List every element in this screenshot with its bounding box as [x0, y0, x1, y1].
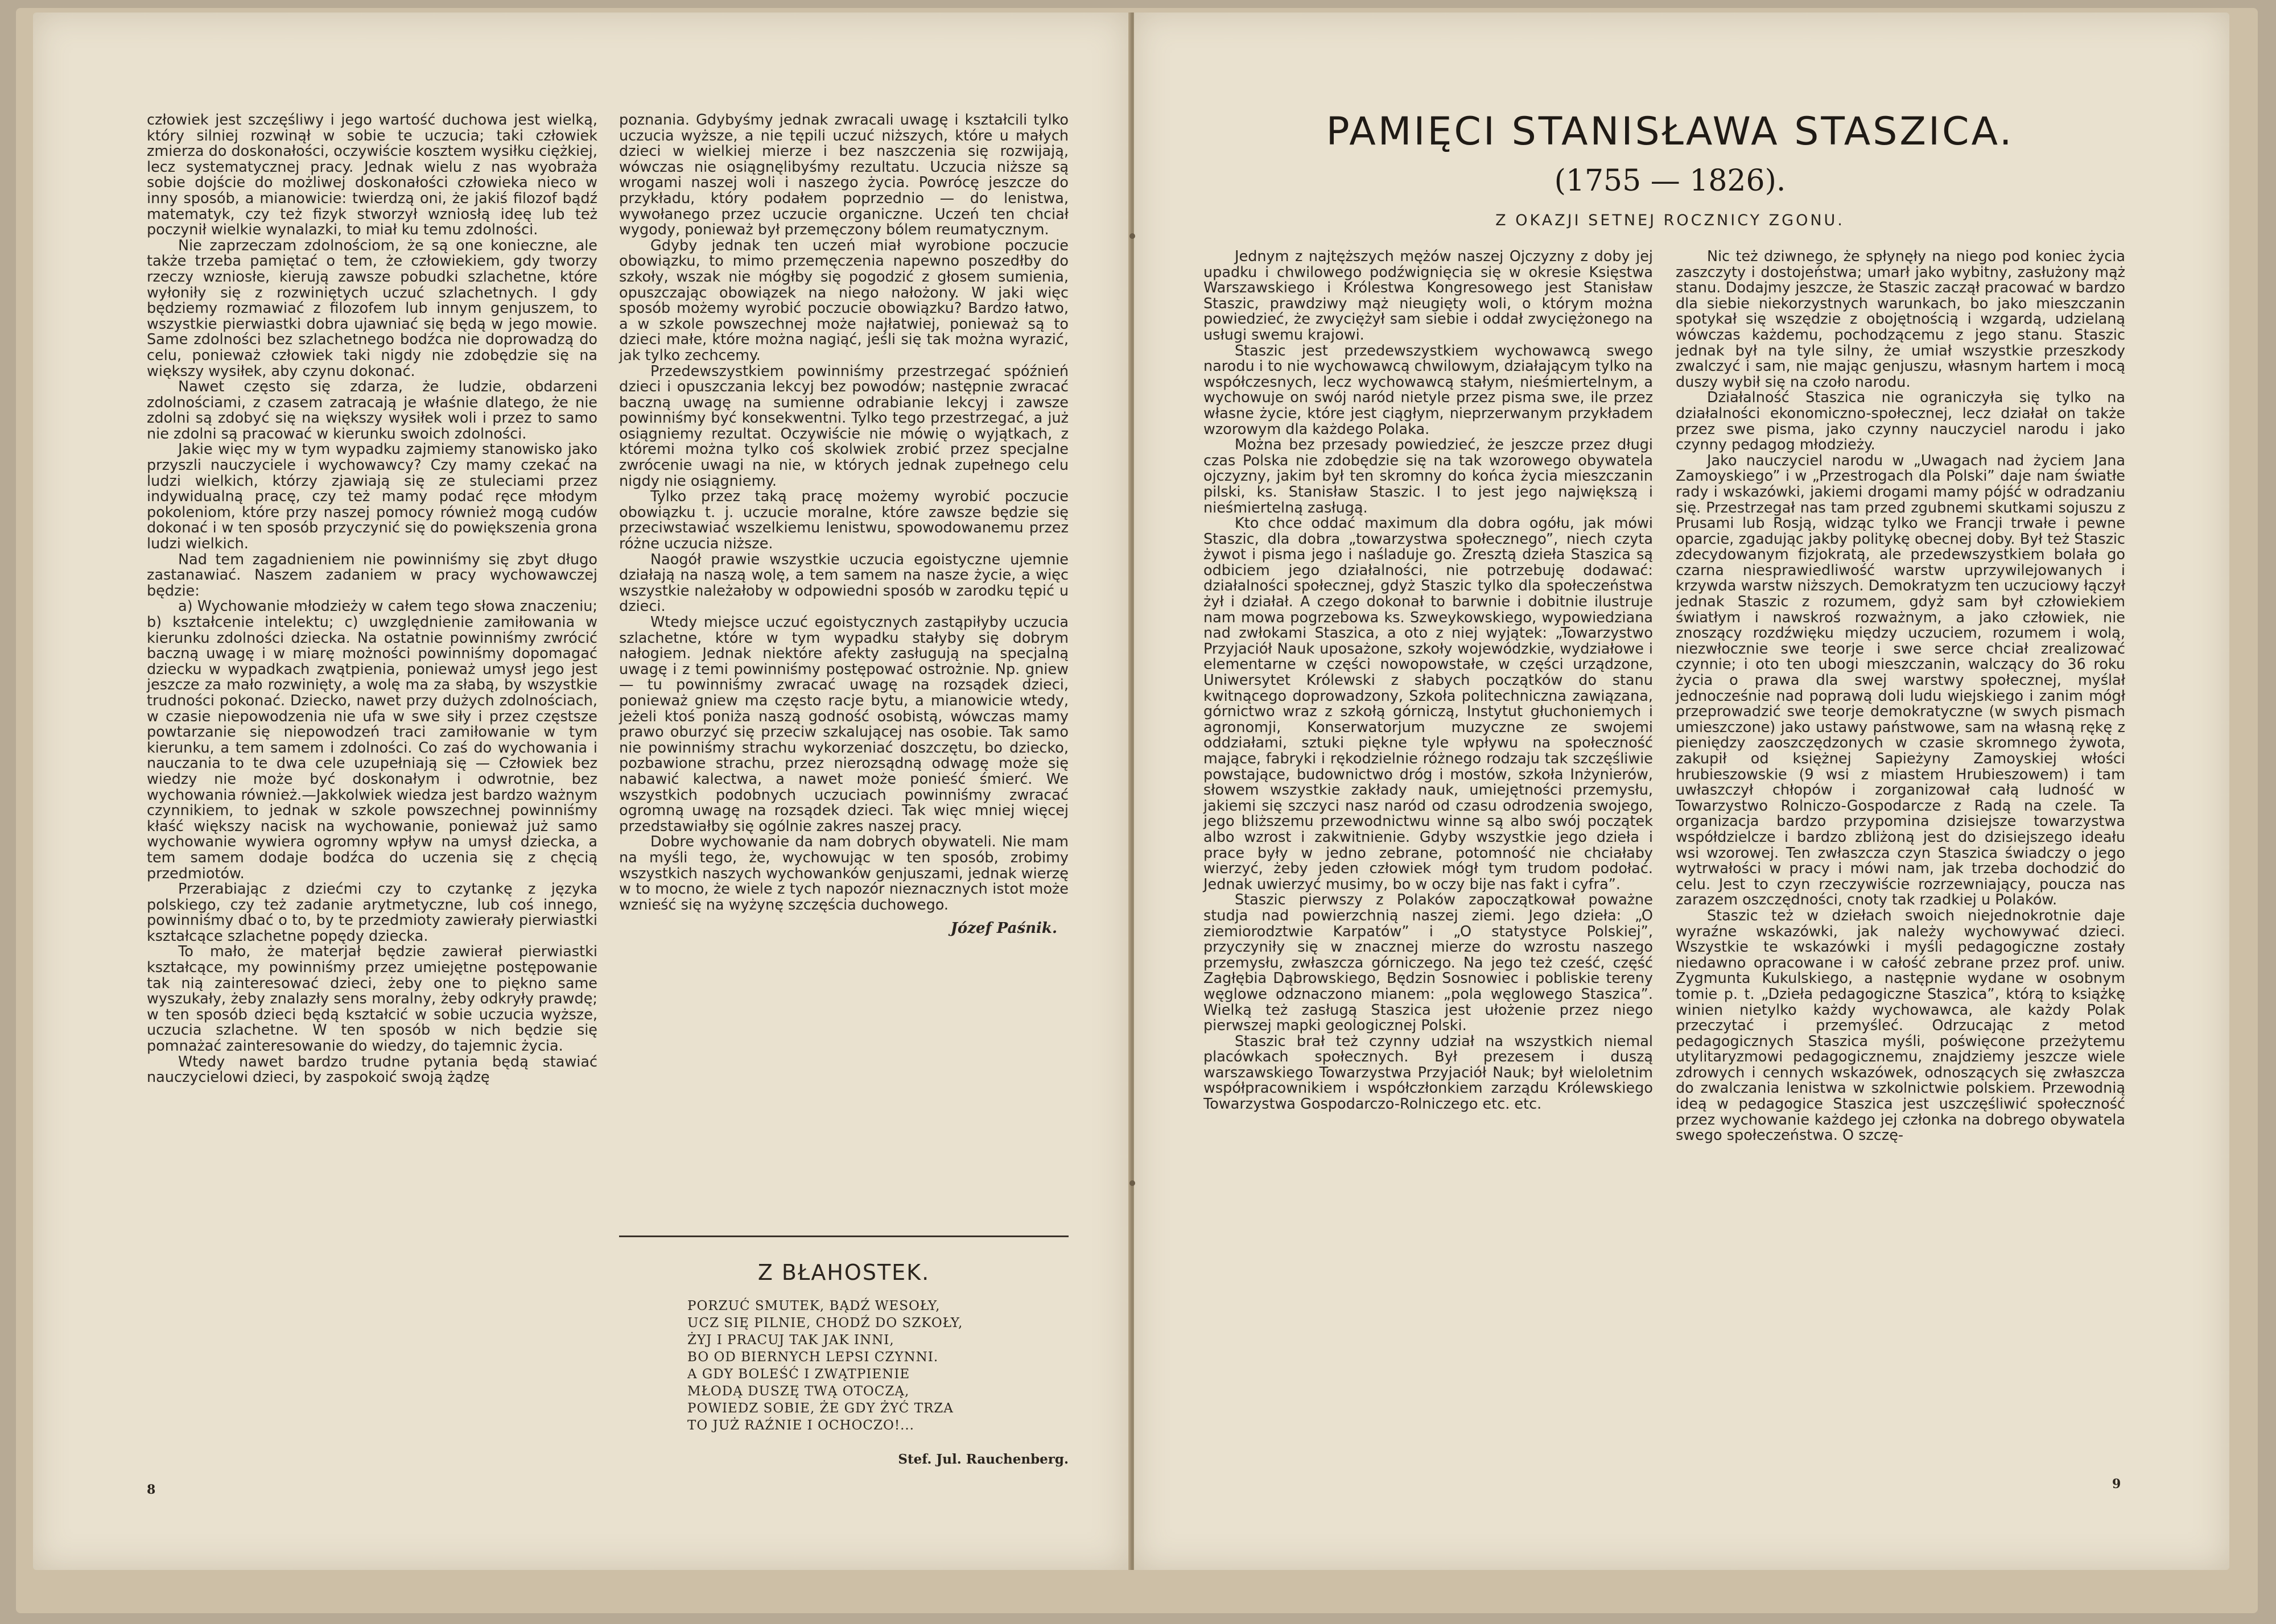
- paragraph: Jako nauczyciel narodu w „Uwagach nad życiem Jana Zamoyskiego” i w „Przestrogach dla Polski” daje nam światłe rady i wskazówki, jakiemi drogami mamy pójść w odradzaniu się. Przestrzegał nas tam przed zgubnemi skutkami sojuszu z Prusami lub Rosją, widząc tylko we Francji trwałe i pewne oparcie, zgadując jakby politykę obecnej doby. Był też Staszic zdecydowanym fizjokratą, ale przedewszystkiem bolała go czarna niesprawiedliwość warstw uprzywilejowanych i krzywda warstw niższych. Demokratyzm ten uczuciowy łączył jednak Staszic z rozumem, gdyż sam był człowiekiem światłym i nawskroś rozważnym, a jako człowiek, nie znoszący rozdźwięku między uczuciem, rozumem i wolą, niezwłocznie swe teorje i swe serce chciał zrealizować czynnie; i oto ten ubogi mieszczanin, walczący do 36 roku życia o prawa dla swej warstwy społecznej, myślał jednocześnie nad poprawą doli ludu wiejskiego i zanim mógł przeprowadzić swe teorje demokratyczne (w swych pismach umieszczone) jako ustawy państwowe, sam na własną rękę z pieniędzy zaoszczędzonych w czasie skromnego żywota, zakupił od księżnej Sapieżyny Zamoyskiej włości hrubieszowskie (9 wsi z miastem Hrubieszowem) i tam uwłaszczył chłopów i zorganizował całą ludność w Towarzystwo Rolniczo-Gospodarcze z Radą na czele. Ta organizacja bardzo przypomina dzisiejsze towarzystwa współdzielcze i bardzo zbliżoną jest do dzisiejszego ideału wsi wzorowej. Ten zwłaszcza czyn Staszica świadczy o jego wytrwałości w pracy i mówi nam, jak trzeba dochodzić do celu. Jest to czyn rzeczywiście rozrzewniający, poucza nas zarazem oszczędności, cnoty tak rzadkiej u Polaków.: [1676, 452, 2125, 909]
- poem-line: UCZ SIĘ PILNIE, CHODŹ DO SZKOŁY,: [687, 1316, 963, 1330]
- paragraph: Wtedy miejsce uczuć egoistycznych zastąpiłyby uczucia szlachetne, które w tym wypadku stałyby się dobrym nałogiem. Jednak niektóre afekty zasługują na specjalną uwagę i z temi powinniśmy postępować ostrożnie. Np. gniew — tu powinniśmy zwracać uwagę na rozsądek dzieci, ponieważ gniew ma często racje bytu, a mianowicie wtedy, jeżeli ktoś poniża naszą godność osobistą, wówczas mamy prawo oburzyć się przeciw szkalującej nas osobie. Tak samo nie powinniśmy strachu wykorzeniać doszczętu, bo dziecko, pozbawione strachu, przez nierozsądną odwagę może się nabawić kalectwa, a nawet może ponieść śmierć. We wszystkich podobnych uczuciach powinniśmy zwracać ogromną uwagę na rozsądek dzieci. Tak więc mniej więcej przedstawiałby się ogólnie zakres naszej pracy.: [619, 614, 1069, 835]
- article-title: PAMIĘCI STANISŁAWA STASZICA.: [1326, 109, 2014, 154]
- poem-line: MŁODĄ DUSZĘ TWĄ OTOCZĄ,: [687, 1384, 910, 1399]
- paragraph: Nawet często się zdarza, że ludzie, obdarzeni zdolnościami, z czasem zatracają je właśnie dlatego, że nie zdolni są zdobyć się na większy wysiłek woli i przez to samo nie zdolni są pracować w kierunku swoich zdolności.: [147, 378, 597, 443]
- staple-hole-bottom: [1129, 1180, 1135, 1186]
- page-number-left: 8: [147, 1482, 156, 1497]
- paragraph: Staszic pierwszy z Polaków zapoczątkował poważne studja nad powierzchnią naszej ziemi. Jego dzieła: „O ziemiorodztwie Karpatów” i „O statystyce Polskiej”, przyczyniły się w znacznej mierze do wzrostu naszego przemysłu, zwłaszcza górniczego. Na jego też cześć, część Zagłębia Dąbrowskiego, Będzin Sosnowiec i pobliskie tereny węglowe odznaczono mianem: „pola węglowego Staszica”. Wielką też zasługą Staszica jest ułożenie przez niego pierwszej mapki geologicznej Polski.: [1203, 891, 1653, 1035]
- paragraph: Jednym z najtęższych mężów naszej Ojczyzny z doby jej upadku i chwilowego podźwignięcia się w okresie Księstwa Warszawskiego i Królestwa Kongresowego jest Stanisław Staszic, prawdziwy mąż nieugięty woli, o którym można powiedzieć, że zwyciężył sam siebie i oddał zwyciężonego na usługi swemu krajowi.: [1203, 248, 1653, 344]
- poem-line: TO JUŻ RAŹNIE I OCHOCZO!...: [687, 1418, 914, 1433]
- paragraph: To mało, że materjał będzie zawierał pierwiastki kształcące, my powinniśmy przez umiejętne postępowanie tak nią zainteresować dzieci, żeby one to piękno same wyszukały, żeby znalazły sens moralny, żeby odkryły prawdę; w ten sposób dzieci będą kształcić w sobie uczucia wyższe, uczucia szlachetne. W ten sposób w nich będzie się pomnażać zainteresowanie do wiedzy, do tajemnic życia.: [147, 943, 597, 1055]
- poem-line: BO OD BIERNYCH LEPSI CZYNNI.: [687, 1350, 939, 1365]
- poem-line: PORZUĆ SMUTEK, BĄDŹ WESOŁY,: [687, 1299, 941, 1313]
- paragraph: Gdyby jednak ten uczeń miał wyrobione poczucie obowiązku, to mimo przemęczenia napewno poszedłby do szkoły, wszak nie mógłby się pogodzić z głosem sumienia, opuszczając obowiązek na niego nałożony. W jaki więc sposób możemy wyrobić poczucie obowiązku? Bardzo łatwo, a w szkole powszechnej może najłatwiej, ponieważ są to dzieci małe, które można nagiąć, jeśli się tak można wyrazić, jak tylko zechcemy.: [619, 237, 1069, 364]
- left-column-2: [619, 113, 1069, 937]
- paragraph: a) Wychowanie młodzieży w całem tego słowa znaczeniu; b) kształcenie intelektu; c) uwzględnienie zamiłowania w kierunku zdolności dziecka. Na ostatnie powinniśmy zwrócić baczną uwagę i w miarę możności powinniśmy dopomagać dziecku w wypadkach zwątpienia, ponieważ umysł jego jest jeszcze za mało rozwinięty, a wolę ma za słabą, by wszystkie trudności pokonać. Dziecko, nawet przy dużych zdolnościach, w czasie niepowodzenia nie ufa w swe siły i przez częstsze powtarzanie się niepowodzeń traci zamiłowanie w tym kierunku, a tem samem i zdolności. Co zaś do wychowania i nauczania to te dwa cele uzupełniają się — Człowiek bez wiedzy nie może być doskonałym i odwrotnie, bez wychowania również.—Jakkolwiek wiedza jest bardzo ważnym czynnikiem, to jednak w szkole powszechnej powinniśmy kłaść większy nacisk na wychowanie, ponieważ już samo wychowanie wywiera ogromny wpływ na umysł dziecka, a tem samem dodaje bodźca do uczenia się z chęcią przedmiotów.: [147, 598, 597, 882]
- poem-title: Z BŁAHOSTEK.: [757, 1260, 930, 1285]
- poem-line: POWIEDZ SOBIE, ŻE GDY ŻYĆ TRZA: [687, 1401, 954, 1416]
- right-column-1: [1203, 249, 1653, 1113]
- article-subtitle: Z OKAZJI SETNEJ ROCZNICY ZGONU.: [1495, 212, 1845, 229]
- paragraph: Przedewszystkiem powinniśmy przestrzegać spóźnień dzieci i opuszczania lekcyj bez powodów; następnie zwracać baczną uwagę na sumienne odrabianie lekcyj i zawsze powinniśmy być konsekwentni. Tylko tego przestrzegać, a już osiągniemy rezultat. Oczywiście nie mówię o wyjątkach, z któremi można tylko coś skolwiek zrobić przez specjalne zwrócenie uwagi na nie, w których jednak zupełnego celu nigdy nie osiągniemy.: [619, 362, 1069, 490]
- section-divider: [619, 1235, 1069, 1237]
- paragraph: Dobre wychowanie da nam dobrych obywateli. Nie mam na myśli tego, że, wychowując w ten sposób, zrobimy wszystkich naszych wychowanków genjuszami, jednak wierzę w to mocno, że wiele z tych napozór nieznacznych istot może wznieść się na wyżynę szczęścia duchowego.: [619, 833, 1069, 914]
- paragraph: Jakie więc my w tym wypadku zajmiemy stanowisko jako przyszli nauczyciele i wychowawcy? Czy mamy czekać na ludzi wielkich, którzy zjawiają się ze stuleciami przez indywidualną pracę, czy też mamy podać ręce młodym pokoleniom, które przy naszej pomocy również mogą cudów dokonać i w ten sposób przyczynić się do powiększenia grona ludzi wielkich.: [147, 441, 597, 553]
- paragraph: Tylko przez taką pracę możemy wyrobić poczucie obowiązku t. j. uczucie moralne, które zawsze będzie się przeciwstawiać wszelkiemu lenistwu, spowodowanemu przez różne uczucia niższe.: [619, 488, 1069, 553]
- page-number-right: 9: [2112, 1477, 2121, 1491]
- paragraph: poznania. Gdybyśmy jednak zwracali uwagę i kształcili tylko uczucia wyższe, a nie tępili uczuć niższych, które u małych dzieci w wielkiej mierze i bez naszczenia się rozwijają, wówczas nie osiągnęlibyśmy rezultatu. Uczucia niższe są wrogami naszej woli i naszego życia. Powrócę jeszcze do przykładu, który podałem poprzednio — do lenistwa, wywołanego przez uczucie organiczne. Uczeń ten chciał wygody, ponieważ był przemęczony bólem reumatycznym.: [619, 111, 1069, 239]
- paragraph: Działalność Staszica nie ograniczyła się tylko na działalności ekonomiczno-społecznej, lecz działał on także przez swe pisma, jako czynny nauczyciel narodu i jako czynny pedagog młodzieży.: [1676, 389, 2125, 454]
- article-dates: (1755 — 1826).: [1554, 164, 1786, 198]
- paragraph: Nad tem zagadnieniem nie powinniśmy się zbyt długo zastanawiać. Naszem zadaniem w pracy wychowawczej będzie:: [147, 551, 597, 600]
- article-signature: Józef Paśnik.: [950, 920, 1057, 937]
- paragraph: Nie zaprzeczam zdolnościom, że są one konieczne, ale także trzeba pamiętać o tem, że człowiekiem, gdy tworzy rzeczy wzniosłe, kierują zawsze pobudki szlachetne, które wyłoniły się z rozwiniętych uczuć szlachetnych. I gdy będziemy rozmawiać z filozofem lub innym genjuszem, to wszystkie pierwiastki dobra ujawniać się będą w jego mowie. Same zdolności bez szlachetnego bodźca nie doprowadzą do celu, ponieważ człowiek taki nigdy nie zdobędzie się na większy wysiłek, aby czynu dokonać.: [147, 237, 597, 380]
- right-column-2: [1676, 249, 2125, 1144]
- paragraph: Naogół prawie wszystkie uczucia egoistyczne ujemnie działają na naszą wolę, a tem samem na nasze życie, a więc wszystkie należałoby w odpowiedni sposób w zarodku tępić u dzieci.: [619, 551, 1069, 615]
- paragraph: Kto chce oddać maximum dla dobra ogółu, jak mówi Staszic, dla dobra „towarzystwa społecznego”, niech czyta żywot i pisma jego i naśladuje go. Zresztą dzieła Staszica są odbiciem jego działalności, nie potrzebuję dodawać: działalności społecznej, gdyż Staszic tylko dla społeczeństwa żył i działał. A czego dokonał to barwnie i dobitnie ilustruje nam mowa pogrzebowa ks. Szweykowskiego, wypowiedziana nad zwłokami Staszica, a oto z niej wyjątek: „Towarzystwo Przyjaciół Nauk uposażone, szkoły wojewódzkie, wydziałowe i elementarne w części nowopowstałe, w części urządzone, Uniwersytet Królewski z słabych początków do stanu kwitnącego doprowadzony, Szkoła politechniczna zawiązana, górnictwo wraz z szkołą górniczą, Instytut głuchoniemych i agronomji, Konserwatorjum muzyczne ze swojemi oddziałami, sztuki piękne tyle wpływu na społeczność mające, fabryki i rękodzielnie różnego rodzaju tak szczęśliwie powstające, budownictwo dróg i mostów, szkoła Inżynierów, słowem wszystkie zakłady nauk, umiejętności przemysłu, jakiemi się szczyci nasz naród od czasu odrodzenia swojego, jego bliższemu przewodnictwu winne są albo swój początek albo wzrost i zakwitnienie. Gdyby wszystkie jego dzieła i prace były w jedno zebrane, potomność nie chciałaby wierzyć, żeby jeden człowiek mógł tym trudom podołać. Jednak uwierzyć musimy, bo w oczy bije nas fakt i cyfra”.: [1203, 515, 1653, 893]
- paragraph: Można bez przesady powiedzieć, że jeszcze przez długi czas Polska nie zdobędzie się na tak wzorowego obywatela ojczyzny, jakim był ten skromny do końca życia mieszczanin pilski, ks. Stanisław Staszic. I to jest jego największą i nieśmiertelną zasługą.: [1203, 436, 1653, 516]
- paragraph: Staszic jest przedewszystkiem wychowawcą swego narodu i to nie wychowawcą chwilowym, działającym tylko na współczesnych, lecz wychowawcą stałym, nieśmiertelnym, a wychowuje on swój naród nietyle przez pisma swe, ile przez własne życie, które jest ciągłym, nieprzerwanym przykładem wzorowym dla każdego Polaka.: [1203, 342, 1653, 438]
- paragraph: Staszic też w dziełach swoich niejednokrotnie daje wyraźne wskazówki, jak należy wychowywać dzieci. Wszystkie te wskazówki i myśli pedagogiczne zostały niedawno opracowane i w całość zebrane przez prof. uniw. Zygmunta Kukulskiego, a następnie wydane w osobnym tomie p. t. „Dzieła pedagogiczne Staszica”, którą to książkę winien nietylko każdy wychowawca, ale każdy Polak przeczytać i przemyśleć. Odrzucając z metod pedagogicznych Staszica myśli, poświęcone przeżytemu utylitaryzmowi pedagogicznemu, znajdziemy jeszcze wiele zdrowych i cennych wskazówek, odnoszących się zwłaszcza do zwalczania lenistwa w szkolnictwie polskiem. Przewodnią ideą w pedagogice Staszica jest uszczęśliwić społeczność przez wychowanie każdego jej członka na dobrego obywatela swego społeczeństwa. O szczę-: [1676, 907, 2125, 1144]
- paragraph: Wtedy nawet bardzo trudne pytania będą stawiać nauczycielowi dzieci, by zaspokoić swoją żądzę: [147, 1053, 597, 1086]
- poem-line: A GDY BOLEŚĆ I ZWĄTPIENIE: [687, 1367, 910, 1382]
- paragraph: Nic też dziwnego, że spłynęły na niego pod koniec życia zaszczyty i dostojeństwa; umarł jako wybitny, zasłużony mąż stanu. Dodajmy jeszcze, że Staszic zaczął pracować w bardzo dla siebie niekorzystnych warunkach, bo jako mieszczanin spotykał się wszędzie z obojętnością i wzgardą, udzielaną wówczas każdemu, pochodzącemu z jego stanu. Staszic jednak był na tyle silny, że umiał wszystkie przeszkody zwalczyć i sam, nie mając genjuszu, własnym hartem i mocą duszy wybił się na czoło narodu.: [1676, 248, 2125, 391]
- left-column-1: [147, 113, 597, 1086]
- paragraph: Staszic brał też czynny udział na wszystkich niemal placówkach społecznych. Był prezesem i duszą warszawskiego Towarzystwa Przyjaciół Nauk; był wieloletnim współpracownikiem i współczłonkiem zarządu Królewskiego Towarzystwa Gospodarczo-Rolniczego etc. etc.: [1203, 1032, 1653, 1113]
- paragraph: człowiek jest szczęśliwy i jego wartość duchowa jest wielką, który silniej rozwinął w sobie te uczucia; taki człowiek zmierza do doskonałości, oczywiście kosztem wysiłku ciężkiej, lecz systematycznej pracy. Jednak wielu z nas wyobraża sobie dojście do możliwej doskonałości człowieka nieco w inny sposób, a mianowicie: twierdzą oni, że jakiś filozof bądź matematyk, czy też fizyk stworzył wzniosłą ideę lub też poczynił wielkie wynalazki, to miał ku temu zdolności.: [147, 111, 597, 239]
- paragraph: Przerabiając z dziećmi czy to czytankę z języka polskiego, czy też zadanie arytmetyczne, lub coś innego, powinniśmy dbać o to, by te przedmioty zawierały pierwiastki kształcące szlachetne popędy dziecka.: [147, 881, 597, 945]
- poem-author: Stef. Jul. Rauchenberg.: [898, 1452, 1069, 1467]
- poem-line: ŻYJ I PRACUJ TAK JAK INNI,: [687, 1333, 894, 1348]
- poem-text: [687, 1297, 1052, 1434]
- staple-hole-top: [1129, 233, 1135, 239]
